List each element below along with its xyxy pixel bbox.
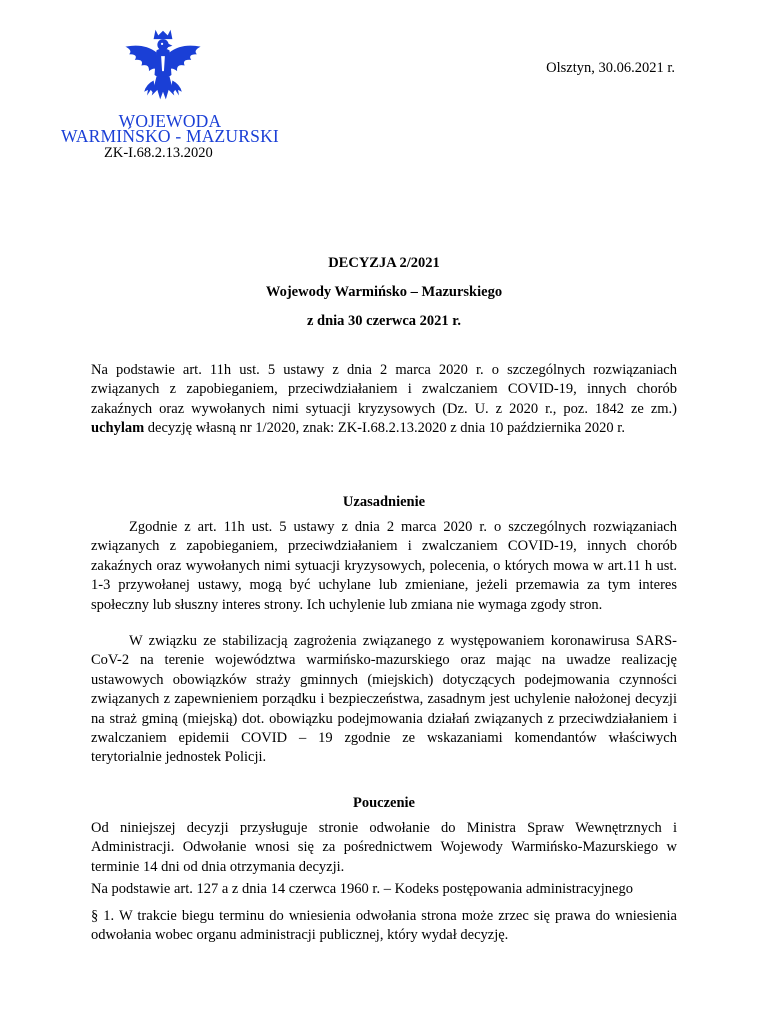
instruction-text-1: Od niniejszej decyzji przysługuje stronie odwołanie do Ministra Spraw Wewnętrznych i Administracji. Odwołanie wnosi się za pośrednictwem Wojewody Warmińsko-Mazurskiego w terminie 14 dni od dnia otrzymania decyzji. bbox=[91, 820, 677, 875]
decision-issuer: Wojewody Warmińsko – Mazurskiego bbox=[265, 284, 503, 300]
eagle-emblem-icon bbox=[116, 26, 210, 120]
intro-text-before: Na podstawie art. 11h ust. 5 ustawy z dnia 2 marca 2020 r. o szczególnych rozwiązaniach związanych z zapobieganiem, przeciwdziałaniem i zwalczaniem COVID-19, innych chorób zakaźnych oraz wywołanych nimi sytuacji kryzysowych (Dz. U. z 2020 r., poz. 1842 ze zm.) bbox=[91, 362, 677, 417]
justification-heading: Uzasadnienie bbox=[342, 494, 426, 510]
org-name-line2: WARMIŃSKO - MAZURSKI bbox=[61, 126, 279, 146]
justification-paragraph-1 bbox=[91, 518, 677, 615]
instruction-paragraph-3 bbox=[91, 907, 677, 946]
decision-title: DECYZJA 2/2021 bbox=[328, 255, 440, 271]
instruction-paragraph-2 bbox=[91, 880, 677, 899]
decision-date: z dnia 30 czerwca 2021 r. bbox=[306, 313, 462, 329]
org-name-line1: WOJEWODA bbox=[118, 111, 222, 131]
intro-bold-verb: uchylam bbox=[91, 420, 145, 437]
instruction-heading: Pouczenie bbox=[352, 795, 415, 811]
instruction-text-2: Na podstawie art. 127 a z dnia 14 czerwca 1960 r. – Kodeks postępowania administracyjnego bbox=[91, 881, 633, 897]
intro-paragraph bbox=[91, 361, 677, 439]
intro-text-after: decyzję własną nr 1/2020, znak: ZK-I.68.2.13.2020 z dnia 10 października 2020 r. bbox=[144, 420, 625, 437]
justification-text-1: Zgodnie z art. 11h ust. 5 ustawy z dnia 2 marca 2020 r. o szczególnych rozwiązaniach związanych z zapobieganiem, przeciwdziałaniem i zwalczaniem COVID-19, innych chorób zakaźnych oraz wywołanych nimi sytuacji kryzysowych, polecenia, o których mowa w art.11 h ust. 1-3 przywołanej ustawy, mogą być uchylane lub zmieniane, jeżeli przemawia za tym interes społeczny lub słuszny interes strony. Ich uchylenie lub zmiana nie wymaga zgody stron. bbox=[91, 519, 677, 613]
instruction-paragraph-1 bbox=[91, 819, 677, 877]
instruction-text-3: § 1. W trakcie biegu terminu do wniesienia odwołania strona może zrzec się prawa do wniesienia odwołania wobec organu administracji publicznej, który wydał decyzję. bbox=[91, 908, 677, 944]
justification-text-2: W związku ze stabilizacją zagrożenia związanego z występowaniem koronawirusa SARS-CoV-2 na terenie województwa warmińsko-mazurskiego oraz mając na uwadze realizację ustawowych obowiązków straży gminnych (miejskich) dotyczących podejmowania czynności związanych z zapewnieniem porządku i bezpieczeństwa, zasadnym jest uchylenie nałożonej decyzji na straż gminą (miejską) dot. obowiązku podejmowania działań związanych z przeciwdziałaniem i zwalczaniem epidemii COVID – 19 zgodnie ze wskazaniami komendantów właściwych terytorialnie jednostek Policji. bbox=[91, 633, 677, 766]
case-reference: ZK-I.68.2.13.2020 bbox=[104, 145, 213, 161]
justification-paragraph-2 bbox=[91, 632, 677, 768]
place-date: Olsztyn, 30.06.2021 r. bbox=[546, 60, 675, 76]
